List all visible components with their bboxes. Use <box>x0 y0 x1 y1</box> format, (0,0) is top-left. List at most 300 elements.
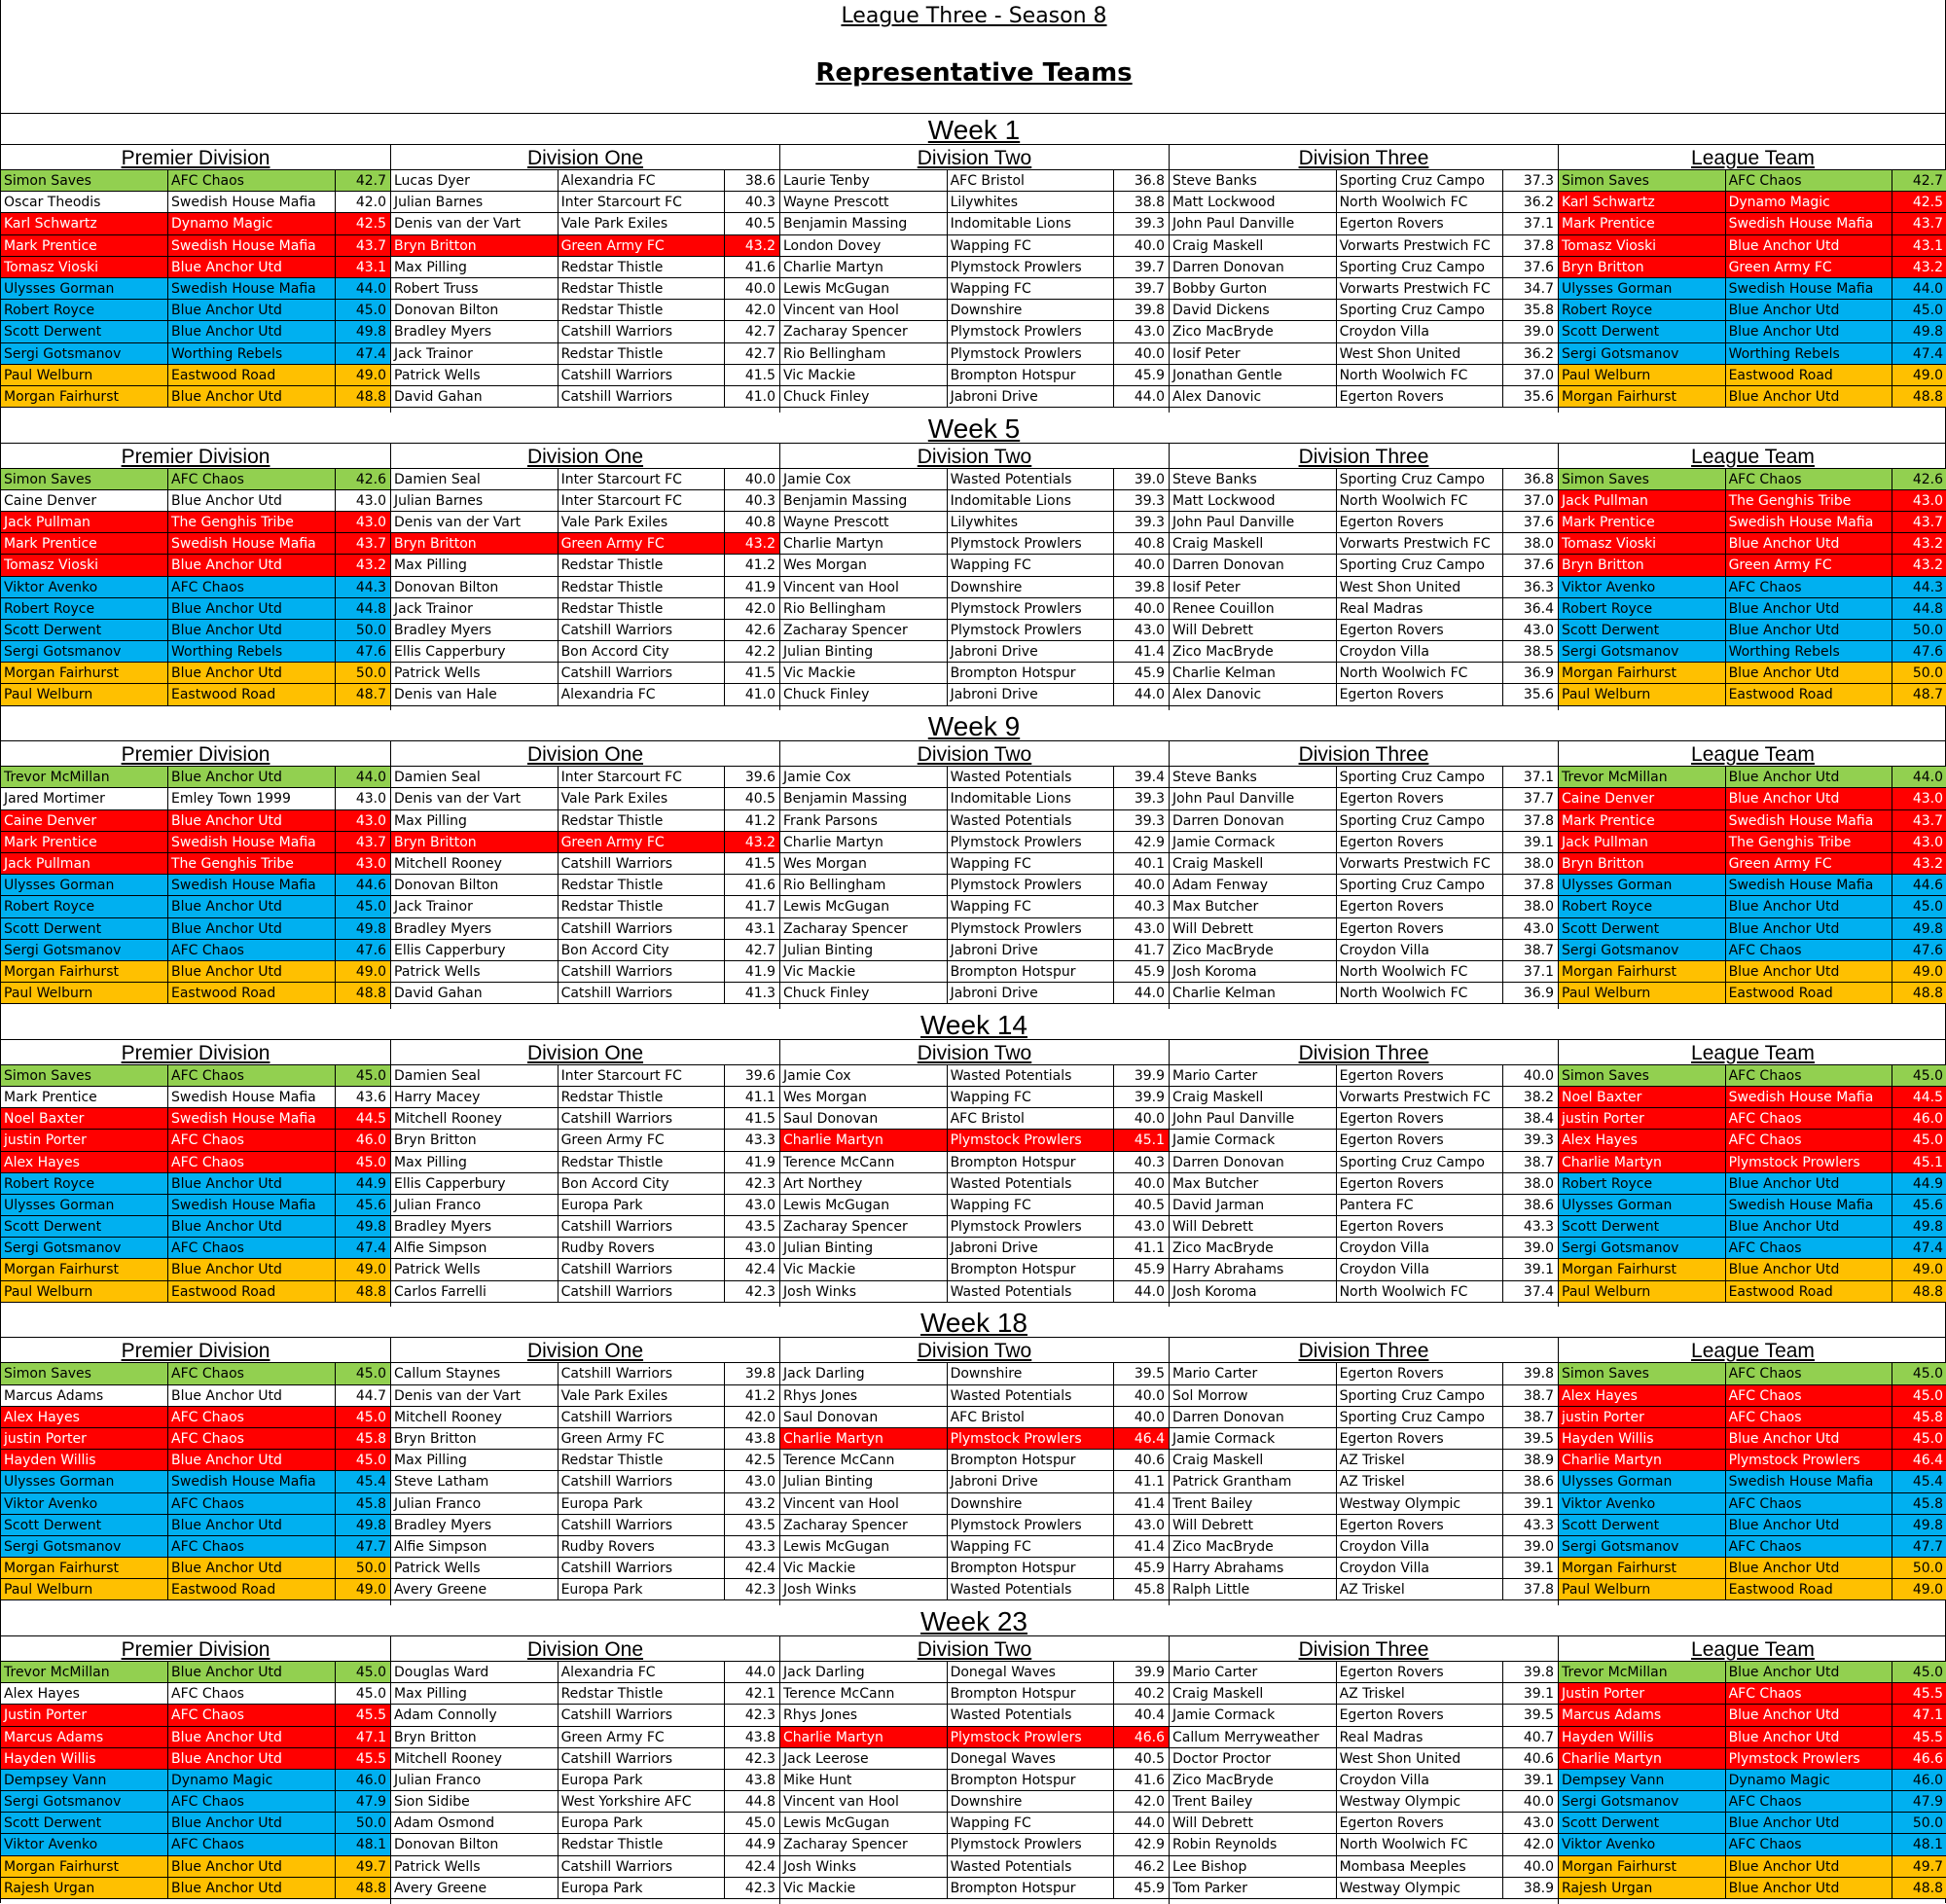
player-name-cell[interactable]: Ellis Capperbury <box>391 940 559 960</box>
player-name-cell[interactable]: Robert Royce <box>1559 598 1726 619</box>
score-cell[interactable]: 43.0 <box>1134 1517 1165 1533</box>
player-name-cell[interactable]: Julian Binting <box>780 1238 948 1258</box>
player-name-cell[interactable]: Hayden Willis <box>1 1748 168 1769</box>
player-name-cell[interactable]: Donovan Bilton <box>391 1834 559 1854</box>
player-name-cell[interactable]: Art Northey <box>780 1173 948 1194</box>
score-cell[interactable]: 44.0 <box>1134 986 1165 1002</box>
team-name-cell[interactable]: Worthing Rebels <box>1726 343 1893 364</box>
score-cell[interactable]: 47.1 <box>1912 1707 1943 1724</box>
player-name-cell[interactable]: Ellis Capperbury <box>391 641 559 662</box>
player-name-cell[interactable]: Robert Royce <box>1559 896 1726 916</box>
team-name-cell[interactable]: AZ Triskel <box>1337 1450 1504 1470</box>
player-name-cell[interactable]: Vincent van Hool <box>780 300 948 320</box>
team-name-cell[interactable]: Sporting Cruz Campo <box>1337 1152 1504 1172</box>
team-name-cell[interactable]: Mombasa Meeples <box>1337 1856 1504 1877</box>
player-name-cell[interactable]: Jack Darling <box>780 1363 948 1383</box>
score-cell[interactable]: 45.0 <box>355 1154 386 1170</box>
team-name-cell[interactable]: AFC Chaos <box>168 1705 336 1725</box>
player-name-cell[interactable]: Julian Binting <box>780 940 948 960</box>
player-name-cell[interactable]: Sergi Gotsmanov <box>1 641 168 662</box>
team-name-cell[interactable]: Green Army FC <box>559 1428 726 1449</box>
player-name-cell[interactable]: Trevor McMillan <box>1559 767 1726 787</box>
score-cell[interactable]: 49.8 <box>1912 920 1943 937</box>
score-cell[interactable]: 39.5 <box>1523 1430 1554 1447</box>
player-name-cell[interactable]: Morgan Fairhurst <box>1 1558 168 1578</box>
player-name-cell[interactable]: Wes Morgan <box>780 1087 948 1107</box>
team-name-cell[interactable]: Catshill Warriors <box>559 1515 726 1535</box>
score-cell[interactable]: 45.0 <box>1912 1366 1943 1383</box>
team-name-cell[interactable]: Dynamo Magic <box>1726 192 1893 212</box>
score-cell[interactable]: 41.0 <box>744 388 775 405</box>
team-name-cell[interactable]: Egerton Rovers <box>1337 1662 1504 1682</box>
player-name-cell[interactable]: Dempsey Vann <box>1559 1770 1726 1790</box>
score-cell[interactable]: 39.6 <box>744 770 775 786</box>
score-cell[interactable]: 49.8 <box>1912 1517 1943 1533</box>
player-name-cell[interactable]: justin Porter <box>1 1130 168 1150</box>
player-name-cell[interactable]: Robert Royce <box>1559 1173 1726 1194</box>
score-cell[interactable]: 45.5 <box>1912 1686 1943 1703</box>
team-name-cell[interactable]: AFC Bristol <box>948 1407 1115 1427</box>
score-cell[interactable]: 45.0 <box>355 1409 386 1425</box>
score-cell[interactable]: 43.0 <box>744 1240 775 1257</box>
score-cell[interactable]: 45.8 <box>355 1495 386 1512</box>
player-name-cell[interactable]: Caine Denver <box>1559 788 1726 808</box>
team-name-cell[interactable]: Downshire <box>948 300 1115 320</box>
player-name-cell[interactable]: Will Debrett <box>1170 1813 1337 1833</box>
player-name-cell[interactable]: Charlie Martyn <box>1559 1450 1726 1470</box>
team-name-cell[interactable]: Egerton Rovers <box>1337 1363 1504 1383</box>
player-name-cell[interactable]: Tomasz Vioski <box>1 257 168 277</box>
team-name-cell[interactable]: Worthing Rebels <box>1726 641 1893 662</box>
score-cell[interactable]: 43.0 <box>1134 920 1165 937</box>
team-name-cell[interactable]: Brompton Hotspur <box>948 1683 1115 1704</box>
team-name-cell[interactable]: Catshill Warriors <box>559 983 726 1003</box>
score-cell[interactable]: 46.0 <box>355 1772 386 1788</box>
score-cell[interactable]: 41.3 <box>744 986 775 1002</box>
score-cell[interactable]: 42.3 <box>744 1582 775 1599</box>
score-cell[interactable]: 45.9 <box>1134 1561 1165 1577</box>
player-name-cell[interactable]: Ulysses Gorman <box>1559 1195 1726 1215</box>
player-name-cell[interactable]: Bradley Myers <box>391 918 559 939</box>
player-name-cell[interactable]: Josh Winks <box>780 1281 948 1302</box>
player-name-cell[interactable]: Julian Franco <box>391 1195 559 1215</box>
player-name-cell[interactable]: Max Pilling <box>391 1450 559 1470</box>
player-name-cell[interactable]: Sergi Gotsmanov <box>1 940 168 960</box>
player-name-cell[interactable]: Avery Greene <box>391 1878 559 1898</box>
team-name-cell[interactable]: Catshill Warriors <box>559 1558 726 1578</box>
team-name-cell[interactable]: Egerton Rovers <box>1337 1065 1504 1086</box>
team-name-cell[interactable]: Vorwarts Prestwich FC <box>1337 1087 1504 1107</box>
player-name-cell[interactable]: Steve Banks <box>1170 469 1337 489</box>
player-name-cell[interactable]: Bryn Britton <box>1559 853 1726 874</box>
player-name-cell[interactable]: Adam Fenway <box>1170 875 1337 895</box>
player-name-cell[interactable]: David Jarman <box>1170 1195 1337 1215</box>
team-name-cell[interactable]: Plymstock Prowlers <box>948 257 1115 277</box>
player-name-cell[interactable]: Scott Derwent <box>1559 1216 1726 1237</box>
team-name-cell[interactable]: Swedish House Mafia <box>168 1471 336 1491</box>
score-cell[interactable]: 45.8 <box>1134 1582 1165 1599</box>
score-cell[interactable]: 42.5 <box>355 216 386 233</box>
score-cell[interactable]: 41.5 <box>744 855 775 872</box>
score-cell[interactable]: 46.6 <box>1912 1750 1943 1767</box>
score-cell[interactable]: 45.0 <box>355 1067 386 1084</box>
team-name-cell[interactable]: Wasted Potentials <box>948 1579 1115 1599</box>
player-name-cell[interactable]: Marcus Adams <box>1559 1705 1726 1725</box>
score-cell[interactable]: 49.8 <box>355 1219 386 1236</box>
score-cell[interactable]: 43.7 <box>1912 812 1943 829</box>
score-cell[interactable]: 39.7 <box>1134 280 1165 297</box>
team-name-cell[interactable]: Egerton Rovers <box>1337 1515 1504 1535</box>
score-cell[interactable]: 49.0 <box>1912 963 1943 980</box>
score-cell[interactable]: 43.0 <box>355 791 386 808</box>
team-name-cell[interactable]: Dynamo Magic <box>1726 1770 1893 1790</box>
team-name-cell[interactable]: Downshire <box>948 1493 1115 1514</box>
score-cell[interactable]: 40.0 <box>1134 237 1165 254</box>
score-cell[interactable]: 39.1 <box>1523 1686 1554 1703</box>
score-cell[interactable]: 39.9 <box>1134 1067 1165 1084</box>
score-cell[interactable]: 49.8 <box>355 920 386 937</box>
score-cell[interactable]: 43.3 <box>1523 1219 1554 1236</box>
team-name-cell[interactable]: Catshill Warriors <box>559 1281 726 1302</box>
player-name-cell[interactable]: Tom Parker <box>1170 1878 1337 1898</box>
score-cell[interactable]: 47.6 <box>355 644 386 661</box>
team-name-cell[interactable]: Rudby Rovers <box>559 1238 726 1258</box>
team-name-cell[interactable]: AFC Chaos <box>168 1363 336 1383</box>
score-cell[interactable]: 44.9 <box>1912 1175 1943 1192</box>
score-cell[interactable]: 44.0 <box>1134 1283 1165 1300</box>
score-cell[interactable]: 44.3 <box>1912 579 1943 595</box>
team-name-cell[interactable]: Blue Anchor Utd <box>168 620 336 640</box>
player-name-cell[interactable]: Trent Bailey <box>1170 1493 1337 1514</box>
team-name-cell[interactable]: Real Madras <box>1337 598 1504 619</box>
score-cell[interactable]: 36.4 <box>1523 600 1554 617</box>
player-name-cell[interactable]: Denis van der Vart <box>391 512 559 532</box>
score-cell[interactable]: 45.9 <box>1134 1880 1165 1896</box>
score-cell[interactable]: 45.0 <box>355 1664 386 1680</box>
team-name-cell[interactable]: Westway Olympic <box>1337 1493 1504 1514</box>
team-name-cell[interactable]: Swedish House Mafia <box>168 1087 336 1107</box>
player-name-cell[interactable]: Jack Pullman <box>1559 832 1726 852</box>
team-name-cell[interactable]: Swedish House Mafia <box>168 533 336 554</box>
player-name-cell[interactable]: Callum Merryweather <box>1170 1727 1337 1747</box>
player-name-cell[interactable]: Morgan Fairhurst <box>1 961 168 982</box>
player-name-cell[interactable]: Harry Abrahams <box>1170 1558 1337 1578</box>
team-name-cell[interactable]: Blue Anchor Utd <box>168 1216 336 1237</box>
team-name-cell[interactable]: North Woolwich FC <box>1337 1281 1504 1302</box>
team-name-cell[interactable]: AFC Chaos <box>168 170 336 191</box>
player-name-cell[interactable]: John Paul Danville <box>1170 512 1337 532</box>
score-cell[interactable]: 37.4 <box>1523 1283 1554 1300</box>
team-name-cell[interactable]: Blue Anchor Utd <box>1726 235 1893 256</box>
player-name-cell[interactable]: Avery Greene <box>391 1579 559 1599</box>
player-name-cell[interactable]: Charlie Martyn <box>780 1428 948 1449</box>
team-name-cell[interactable]: AZ Triskel <box>1337 1683 1504 1704</box>
player-name-cell[interactable]: Bradley Myers <box>391 1515 559 1535</box>
team-name-cell[interactable]: Donegal Waves <box>948 1662 1115 1682</box>
score-cell[interactable]: 40.5 <box>1134 1750 1165 1767</box>
team-name-cell[interactable]: Wasted Potentials <box>948 1385 1115 1406</box>
player-name-cell[interactable]: Alex Hayes <box>1559 1130 1726 1150</box>
team-name-cell[interactable]: Sporting Cruz Campo <box>1337 1385 1504 1406</box>
score-cell[interactable]: 44.0 <box>355 280 386 297</box>
team-name-cell[interactable]: North Woolwich FC <box>1337 983 1504 1003</box>
score-cell[interactable]: 41.5 <box>744 367 775 383</box>
score-cell[interactable]: 47.7 <box>355 1538 386 1555</box>
score-cell[interactable]: 40.3 <box>1134 1154 1165 1170</box>
score-cell[interactable]: 37.0 <box>1523 492 1554 509</box>
score-cell[interactable]: 41.2 <box>744 812 775 829</box>
player-name-cell[interactable]: Tomasz Vioski <box>1 555 168 575</box>
team-name-cell[interactable]: Blue Anchor Utd <box>168 1662 336 1682</box>
score-cell[interactable]: 43.0 <box>1134 324 1165 341</box>
team-name-cell[interactable]: Sporting Cruz Campo <box>1337 555 1504 575</box>
team-name-cell[interactable]: Blue Anchor Utd <box>168 1727 336 1747</box>
team-name-cell[interactable]: Real Madras <box>1337 1727 1504 1747</box>
score-cell[interactable]: 41.9 <box>744 1154 775 1170</box>
player-name-cell[interactable]: Wayne Prescott <box>780 512 948 532</box>
player-name-cell[interactable]: Paul Welburn <box>1 684 168 704</box>
player-name-cell[interactable]: Mitchell Rooney <box>391 1407 559 1427</box>
score-cell[interactable]: 40.0 <box>1134 557 1165 574</box>
team-name-cell[interactable]: AFC Chaos <box>1726 1683 1893 1704</box>
player-name-cell[interactable]: Zacharay Spencer <box>780 918 948 939</box>
score-cell[interactable]: 40.0 <box>744 471 775 487</box>
score-cell[interactable]: 49.0 <box>355 367 386 383</box>
team-name-cell[interactable]: AFC Bristol <box>948 170 1115 191</box>
player-name-cell[interactable]: Ulysses Gorman <box>1559 1471 1726 1491</box>
team-name-cell[interactable]: West Shon United <box>1337 577 1504 597</box>
player-name-cell[interactable]: Julian Franco <box>391 1493 559 1514</box>
team-name-cell[interactable]: Brompton Hotspur <box>948 961 1115 982</box>
team-name-cell[interactable]: Eastwood Road <box>168 684 336 704</box>
score-cell[interactable]: 42.9 <box>1134 1837 1165 1853</box>
player-name-cell[interactable]: Scott Derwent <box>1 321 168 341</box>
score-cell[interactable]: 42.3 <box>744 1283 775 1300</box>
team-name-cell[interactable]: Blue Anchor Utd <box>1726 1813 1893 1833</box>
player-name-cell[interactable]: Bradley Myers <box>391 1216 559 1237</box>
team-name-cell[interactable]: Blue Anchor Utd <box>1726 1515 1893 1535</box>
score-cell[interactable]: 41.2 <box>744 557 775 574</box>
player-name-cell[interactable]: Sergi Gotsmanov <box>1 1536 168 1557</box>
player-name-cell[interactable]: Zico MacBryde <box>1170 1238 1337 1258</box>
team-name-cell[interactable]: Brompton Hotspur <box>948 1450 1115 1470</box>
score-cell[interactable]: 46.2 <box>1134 1858 1165 1875</box>
score-cell[interactable]: 42.5 <box>744 1453 775 1469</box>
score-cell[interactable]: 46.6 <box>1134 1729 1165 1745</box>
score-cell[interactable]: 43.7 <box>355 834 386 850</box>
team-name-cell[interactable]: North Woolwich FC <box>1337 1834 1504 1854</box>
team-name-cell[interactable]: Catshill Warriors <box>559 961 726 982</box>
score-cell[interactable]: 43.2 <box>355 557 386 574</box>
team-name-cell[interactable]: Blue Anchor Utd <box>1726 1705 1893 1725</box>
score-cell[interactable]: 38.2 <box>1523 1089 1554 1105</box>
score-cell[interactable]: 42.3 <box>744 1175 775 1192</box>
score-cell[interactable]: 36.8 <box>1134 173 1165 189</box>
team-name-cell[interactable]: AFC Chaos <box>1726 1363 1893 1383</box>
player-name-cell[interactable]: Charlie Martyn <box>780 533 948 554</box>
score-cell[interactable]: 49.0 <box>1912 367 1943 383</box>
player-name-cell[interactable]: Scott Derwent <box>1 620 168 640</box>
score-cell[interactable]: 39.6 <box>744 1067 775 1084</box>
score-cell[interactable]: 43.2 <box>744 1495 775 1512</box>
score-cell[interactable]: 40.1 <box>1134 855 1165 872</box>
score-cell[interactable]: 41.9 <box>744 963 775 980</box>
team-name-cell[interactable]: Green Army FC <box>559 832 726 852</box>
team-name-cell[interactable]: Blue Anchor Utd <box>1726 961 1893 982</box>
player-name-cell[interactable]: Ulysses Gorman <box>1 875 168 895</box>
player-name-cell[interactable]: Patrick Wells <box>391 1558 559 1578</box>
team-name-cell[interactable]: Croydon Villa <box>1337 641 1504 662</box>
team-name-cell[interactable]: Green Army FC <box>559 1130 726 1150</box>
team-name-cell[interactable]: Blue Anchor Utd <box>1726 1727 1893 1747</box>
team-name-cell[interactable]: Dynamo Magic <box>168 213 336 234</box>
score-cell[interactable]: 44.9 <box>744 1837 775 1853</box>
team-name-cell[interactable]: Plymstock Prowlers <box>948 533 1115 554</box>
player-name-cell[interactable]: Mike Hunt <box>780 1770 948 1790</box>
team-name-cell[interactable]: Green Army FC <box>1726 257 1893 277</box>
team-name-cell[interactable]: Wapping FC <box>948 1087 1115 1107</box>
player-name-cell[interactable]: Sergi Gotsmanov <box>1 1238 168 1258</box>
player-name-cell[interactable]: Patrick Wells <box>391 961 559 982</box>
player-name-cell[interactable]: Max Pilling <box>391 1152 559 1172</box>
team-name-cell[interactable]: AFC Chaos <box>1726 1238 1893 1258</box>
player-name-cell[interactable]: Alex Hayes <box>1 1152 168 1172</box>
player-name-cell[interactable]: Paul Welburn <box>1559 684 1726 704</box>
player-name-cell[interactable]: Terence McCann <box>780 1450 948 1470</box>
score-cell[interactable]: 48.8 <box>355 986 386 1002</box>
score-cell[interactable]: 40.0 <box>1523 1794 1554 1811</box>
team-name-cell[interactable]: Swedish House Mafia <box>168 875 336 895</box>
team-name-cell[interactable]: Vale Park Exiles <box>559 788 726 808</box>
score-cell[interactable]: 38.7 <box>1523 1154 1554 1170</box>
team-name-cell[interactable]: Egerton Rovers <box>1337 1216 1504 1237</box>
team-name-cell[interactable]: AFC Bristol <box>948 1108 1115 1129</box>
player-name-cell[interactable]: Mark Prentice <box>1 1087 168 1107</box>
score-cell[interactable]: 45.0 <box>1912 1132 1943 1149</box>
team-name-cell[interactable]: Rudby Rovers <box>559 1536 726 1557</box>
player-name-cell[interactable]: Damien Seal <box>391 469 559 489</box>
team-name-cell[interactable]: AFC Chaos <box>168 1791 336 1812</box>
player-name-cell[interactable]: Simon Saves <box>1559 1065 1726 1086</box>
score-cell[interactable]: 39.0 <box>1134 471 1165 487</box>
player-name-cell[interactable]: Max Pilling <box>391 257 559 277</box>
score-cell[interactable]: 42.7 <box>744 324 775 341</box>
player-name-cell[interactable]: Oscar Theodis <box>1 192 168 212</box>
score-cell[interactable]: 39.3 <box>1523 1132 1554 1149</box>
player-name-cell[interactable]: Vincent van Hool <box>780 1493 948 1514</box>
player-name-cell[interactable]: Bradley Myers <box>391 321 559 341</box>
team-name-cell[interactable]: Alexandria FC <box>559 1662 726 1682</box>
score-cell[interactable]: 45.8 <box>1912 1495 1943 1512</box>
score-cell[interactable]: 40.7 <box>1523 1729 1554 1745</box>
player-name-cell[interactable]: Bobby Gurton <box>1170 278 1337 299</box>
score-cell[interactable]: 36.9 <box>1523 986 1554 1002</box>
score-cell[interactable]: 40.6 <box>1134 1453 1165 1469</box>
player-name-cell[interactable]: Benjamin Massing <box>780 213 948 234</box>
team-name-cell[interactable]: Westway Olympic <box>1337 1791 1504 1812</box>
team-name-cell[interactable]: Catshill Warriors <box>559 1471 726 1491</box>
team-name-cell[interactable]: Vorwarts Prestwich FC <box>1337 235 1504 256</box>
team-name-cell[interactable]: North Woolwich FC <box>1337 961 1504 982</box>
team-name-cell[interactable]: Wapping FC <box>948 1813 1115 1833</box>
score-cell[interactable]: 40.0 <box>1134 600 1165 617</box>
player-name-cell[interactable]: John Paul Danville <box>1170 788 1337 808</box>
player-name-cell[interactable]: Hayden Willis <box>1559 1428 1726 1449</box>
score-cell[interactable]: 46.4 <box>1912 1453 1943 1469</box>
player-name-cell[interactable]: Caine Denver <box>1 490 168 511</box>
player-name-cell[interactable]: Sol Morrow <box>1170 1385 1337 1406</box>
score-cell[interactable]: 47.7 <box>1912 1538 1943 1555</box>
player-name-cell[interactable]: John Paul Danville <box>1170 213 1337 234</box>
player-name-cell[interactable]: Viktor Avenko <box>1 577 168 597</box>
score-cell[interactable]: 42.0 <box>1523 1837 1554 1853</box>
player-name-cell[interactable]: Benjamin Massing <box>780 490 948 511</box>
score-cell[interactable]: 45.0 <box>1912 1664 1943 1680</box>
score-cell[interactable]: 47.9 <box>1912 1794 1943 1811</box>
score-cell[interactable]: 39.3 <box>1134 812 1165 829</box>
team-name-cell[interactable]: Blue Anchor Utd <box>1726 1662 1893 1682</box>
player-name-cell[interactable]: Carlos Farrelli <box>391 1281 559 1302</box>
score-cell[interactable]: 40.3 <box>744 492 775 509</box>
team-name-cell[interactable]: Eastwood Road <box>1726 684 1893 704</box>
score-cell[interactable]: 43.0 <box>1912 791 1943 808</box>
score-cell[interactable]: 42.9 <box>1134 834 1165 850</box>
player-name-cell[interactable]: Jonathan Gentle <box>1170 365 1337 385</box>
score-cell[interactable]: 39.3 <box>1134 514 1165 530</box>
player-name-cell[interactable]: Hayden Willis <box>1559 1727 1726 1747</box>
player-name-cell[interactable]: Jack Pullman <box>1559 490 1726 511</box>
team-name-cell[interactable]: Eastwood Road <box>168 983 336 1003</box>
player-name-cell[interactable]: Mark Prentice <box>1 832 168 852</box>
team-name-cell[interactable]: Catshill Warriors <box>559 1259 726 1279</box>
player-name-cell[interactable]: Viktor Avenko <box>1 1493 168 1514</box>
score-cell[interactable]: 44.0 <box>1134 388 1165 405</box>
score-cell[interactable]: 44.7 <box>355 1387 386 1404</box>
score-cell[interactable]: 45.0 <box>1912 1430 1943 1447</box>
score-cell[interactable]: 48.8 <box>1912 986 1943 1002</box>
score-cell[interactable]: 42.5 <box>1912 195 1943 211</box>
player-name-cell[interactable]: Patrick Wells <box>391 1856 559 1877</box>
team-name-cell[interactable]: Downshire <box>948 1363 1115 1383</box>
score-cell[interactable]: 42.1 <box>744 1686 775 1703</box>
score-cell[interactable]: 50.0 <box>1912 1561 1943 1577</box>
team-name-cell[interactable]: Bon Accord City <box>559 1173 726 1194</box>
team-name-cell[interactable]: Alexandria FC <box>559 684 726 704</box>
team-name-cell[interactable]: Jabroni Drive <box>948 386 1115 407</box>
team-name-cell[interactable]: Swedish House Mafia <box>168 1195 336 1215</box>
score-cell[interactable]: 37.6 <box>1523 557 1554 574</box>
team-name-cell[interactable]: Bon Accord City <box>559 940 726 960</box>
team-name-cell[interactable]: Plymstock Prowlers <box>948 321 1115 341</box>
player-name-cell[interactable]: Robert Truss <box>391 278 559 299</box>
team-name-cell[interactable]: Sporting Cruz Campo <box>1337 1407 1504 1427</box>
player-name-cell[interactable]: Sergi Gotsmanov <box>1559 1238 1726 1258</box>
team-name-cell[interactable]: AFC Chaos <box>168 1238 336 1258</box>
player-name-cell[interactable]: Ralph Little <box>1170 1579 1337 1599</box>
team-name-cell[interactable]: Swedish House Mafia <box>1726 1087 1893 1107</box>
team-name-cell[interactable]: North Woolwich FC <box>1337 490 1504 511</box>
team-name-cell[interactable]: Swedish House Mafia <box>168 192 336 212</box>
player-name-cell[interactable]: Donovan Bilton <box>391 300 559 320</box>
team-name-cell[interactable]: West Yorkshire AFC <box>559 1791 726 1812</box>
player-name-cell[interactable]: Steve Latham <box>391 1471 559 1491</box>
team-name-cell[interactable]: Blue Anchor Utd <box>168 810 336 831</box>
team-name-cell[interactable]: Redstar Thistle <box>559 896 726 916</box>
score-cell[interactable]: 41.9 <box>744 579 775 595</box>
score-cell[interactable]: 43.2 <box>1912 855 1943 872</box>
player-name-cell[interactable]: Matt Lockwood <box>1170 490 1337 511</box>
team-name-cell[interactable]: Plymstock Prowlers <box>1726 1450 1893 1470</box>
